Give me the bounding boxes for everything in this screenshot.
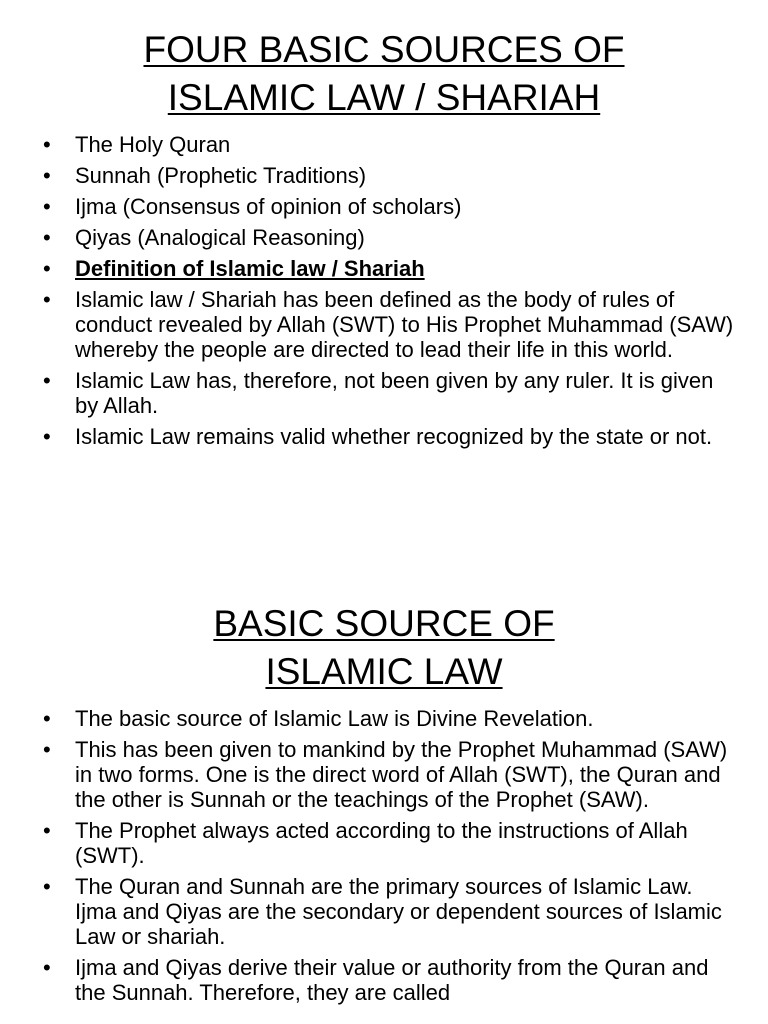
bullet-icon: • (43, 706, 51, 731)
list-item: • The basic source of Islamic Law is Divine Revelation. (43, 706, 594, 731)
title-line-2: ISLAMIC LAW / SHARIAH (167, 77, 601, 118)
bullet-icon: • (43, 225, 51, 250)
list-item: • The Prophet always acted according to the instructions of Allah (SWT). (43, 818, 688, 868)
list-item: • Ijma (Consensus of opinion of scholars) (43, 194, 462, 219)
bullet-icon: • (43, 424, 51, 449)
slide-basic-source (0, 580, 768, 1011)
bullet-icon: • (43, 818, 51, 843)
list-item: • Islamic Law has, therefore, not been given by any ruler. It is given by Allah. (43, 368, 714, 418)
bullet-icon: • (43, 256, 51, 281)
list-item: • The Holy Quran (43, 132, 231, 157)
list-item: • The Quran and Sunnah are the primary sources of Islamic Law. Ijma and Qiyas are the secondary or dependent sources of Islamic Law or shariah. (43, 874, 722, 949)
bullet-list (0, 706, 768, 1005)
title-line-1: FOUR BASIC SOURCES OF (143, 29, 625, 70)
bullet-icon: • (43, 955, 51, 980)
list-item: • Ijma and Qiyas derive their value or authority from the Quran and the Sunnah. Therefore, they are called (43, 955, 709, 1005)
title-line-1: BASIC SOURCE OF (213, 603, 555, 644)
bullet-icon: • (43, 194, 51, 219)
bullet-icon: • (43, 368, 51, 393)
slide-title (0, 0, 768, 122)
bullet-list (0, 132, 768, 449)
list-item: • This has been given to mankind by the Prophet Muhammad (SAW) in two forms. One is the direct word of Allah (SWT), the Quran and the other is Sunnah or the teachings of the Prophet (SAW). (43, 737, 728, 812)
slide-four-basic-sources (0, 0, 768, 455)
bullet-icon: • (43, 287, 51, 312)
list-item: • Sunnah (Prophetic Traditions) (43, 163, 367, 188)
title-line-2: ISLAMIC LAW (265, 651, 503, 692)
slide-title (0, 580, 768, 696)
bullet-icon: • (43, 874, 51, 899)
bullet-icon: • (43, 737, 51, 762)
list-item: • Islamic law / Shariah has been defined as the body of rules of conduct revealed by Allah (SWT) to His Prophet Muhammad (SAW) whereby the people are directed to lead their life in this world. (43, 287, 734, 362)
definition-heading: • Definition of Islamic law / Shariah (43, 256, 425, 281)
list-item: • Qiyas (Analogical Reasoning) (43, 225, 365, 250)
bullet-icon: • (43, 163, 51, 188)
list-item: • Islamic Law remains valid whether recognized by the state or not. (43, 424, 713, 449)
bullet-icon: • (43, 132, 51, 157)
